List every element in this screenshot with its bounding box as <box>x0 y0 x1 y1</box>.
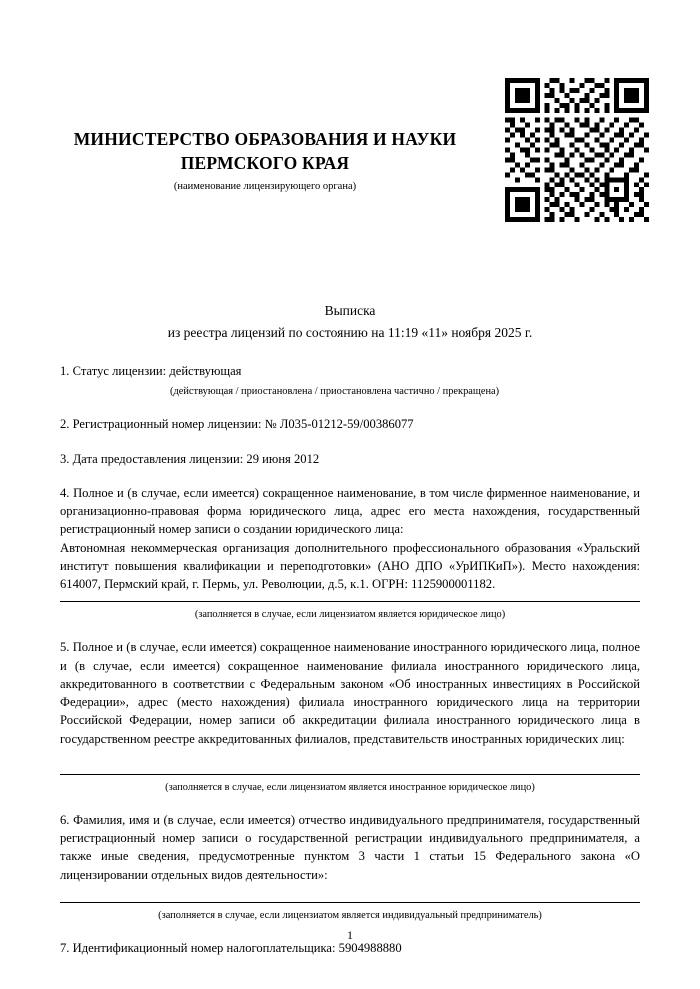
item-foreign-entity-text: 5. Полное и (в случае, если имеется) сокращенное наименование иностранного юридического лица, полное и (в случае, если имеется) сокращенное наименование филиала иностранного юридического лица, аккредитованного в соответствии с Федеральным законом «Об иностранных инвестициях в Российской Федерации», адрес (место нахождения) филиала иностранного юридического лица на территории Российской Федерации, номер записи об аккредитации филиала иностранного юридического лица в государственном реестре аккредитованных филиалов, представительств иностранных юридических лиц: <box>60 640 640 746</box>
item-individual-entrepreneur <box>60 811 640 923</box>
item-legal-entity-note: (заполняется в случае, если лицензиатом является юридическое лицо) <box>194 609 506 621</box>
item-legal-entity-value: Автономная некоммерческая организация дополнительного профессионального образования «Уральский институт повышения квалификации и переподготовки» (АНО ДПО «УрИПКиП»). Место нахождения: 614007, Пермский край, г. Пермь, ул. Революции, д.5, к.1. ОГРН: 1125900001182. <box>60 540 640 592</box>
item-status <box>60 362 640 399</box>
item-individual-entrepreneur-note: (заполняется в случае, если лицензиатом является индивидуальный предприниматель) <box>158 909 542 921</box>
divider <box>60 902 640 903</box>
divider <box>60 774 640 775</box>
page-number: 1 <box>347 928 353 942</box>
doc-type-label: Выписка <box>324 303 376 318</box>
qr-code-icon <box>505 78 649 222</box>
item-foreign-entity-note: (заполняется в случае, если лицензиатом является иностранное юридическое лицо) <box>165 781 535 793</box>
item-legal-entity <box>60 484 640 623</box>
item-issue-date <box>60 450 640 468</box>
item-registration-number-text: 2. Регистрационный номер лицензии: № Л035-01212-59/00386077 <box>60 417 414 432</box>
item-status-note: (действующая / приостановлена / приостановлена частично / прекращена) <box>170 386 500 398</box>
item-taxpayer-number-text: 7. Идентификационный номер налогоплательщика: 5904988880 <box>60 941 402 956</box>
page-title <box>60 300 640 343</box>
issuing-authority-note: (наименование лицензирующего органа) <box>173 181 357 193</box>
document-body <box>60 362 640 971</box>
item-status-text: 1. Статус лицензии: действующая <box>60 364 242 378</box>
item-individual-entrepreneur-text: 6. Фамилия, имя и (в случае, если имеется) отчество индивидуального предпринимателя, государственный регистрационный номер записи о государственной регистрации индивидуального предпринимателя, а также иные сведения, предусмотренные пунктом 3 части 1 статьи 15 Федерального закона «О лицензировании отдельных видов деятельности»: <box>60 812 640 882</box>
item-issue-date-text: 3. Дата предоставления лицензии: 29 июня 2012 <box>60 451 320 466</box>
divider <box>60 601 640 602</box>
issuing-authority-title: МИНИСТЕРСТВО ОБРАЗОВАНИЯ И НАУКИ ПЕРМСКОГО КРАЯ <box>73 129 457 173</box>
document-header <box>40 128 490 192</box>
item-legal-entity-text: 4. Полное и (в случае, если имеется) сокращенное наименование, в том числе фирменное наименование, и организационно-правовая форма юридического лица, адрес его места нахождения, государственный регистрационный номер записи о создании юридического лица: <box>60 485 640 537</box>
doc-subtitle: из реестра лицензий по состоянию на 11:19 «11» ноября 2025 г. <box>167 324 533 340</box>
item-registration-number <box>60 415 640 433</box>
item-foreign-entity <box>60 638 640 795</box>
